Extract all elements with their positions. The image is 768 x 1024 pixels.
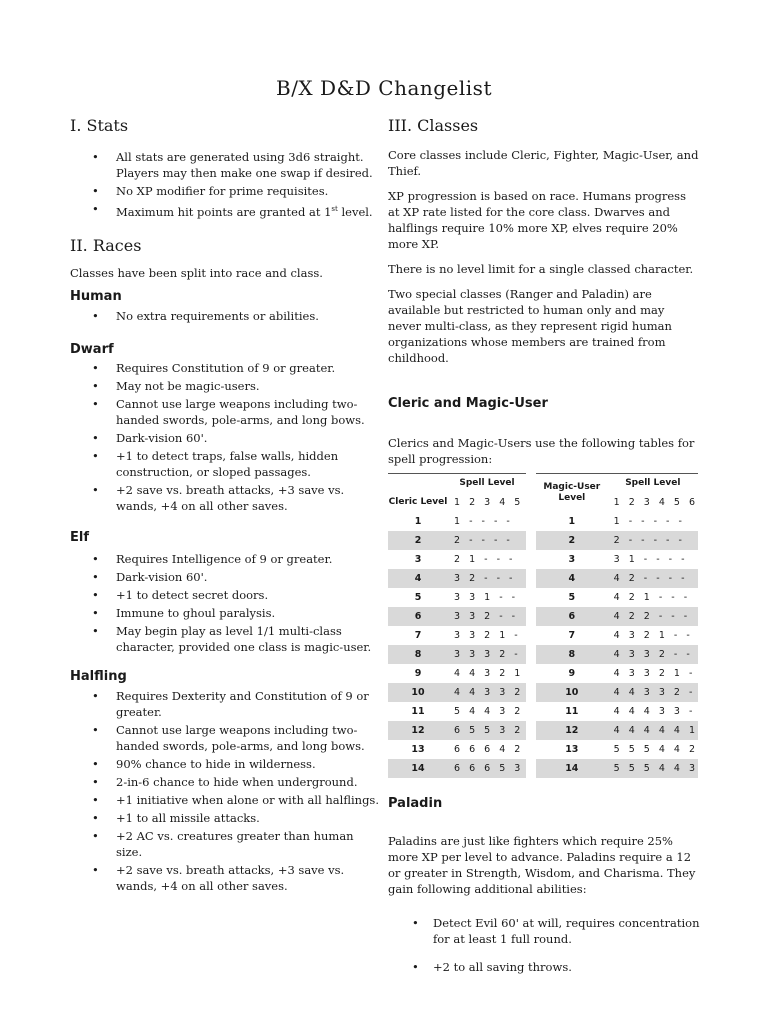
table-row xyxy=(536,588,698,607)
table-row xyxy=(536,569,698,588)
table-row xyxy=(388,512,526,531)
level-cell: 11 xyxy=(565,705,579,717)
table-row xyxy=(536,759,698,778)
slots-cell: 3 2 - - - xyxy=(448,569,526,588)
slots-cell: 3 3 1 - - xyxy=(454,591,519,603)
table-header-row xyxy=(536,474,698,493)
list-item: • May begin play as level 1/1 multi-class character, provided one class is magic-user. xyxy=(92,623,372,654)
list-item: • +2 save vs. breath attacks, +3 save vs. wands, +4 on all other saves. xyxy=(92,862,345,893)
dwarf-list xyxy=(70,360,382,514)
slots-cell: 4 4 4 3 3 - xyxy=(613,705,696,717)
table-row xyxy=(388,740,526,759)
table-row xyxy=(388,721,526,740)
table-row xyxy=(536,664,698,683)
level-cell: 1 xyxy=(414,515,422,527)
page-title: B/X D&D Changelist xyxy=(276,76,492,100)
slots-cell: 4 3 3 2 1 - xyxy=(613,667,696,679)
list-item: • May not be magic-users. xyxy=(92,378,260,393)
level-cell: 10 xyxy=(536,683,608,702)
table-row xyxy=(536,683,698,702)
level-cell: 6 xyxy=(536,607,608,626)
level-cell: 4 xyxy=(536,569,608,588)
right-column xyxy=(388,116,700,977)
list-item: • No extra requirements or abilities. xyxy=(92,308,319,323)
table-header-row xyxy=(388,474,526,493)
cleric-spell-table xyxy=(388,473,526,778)
slots-cell: 1 - - - - xyxy=(454,515,513,527)
level-cell: 9 xyxy=(414,667,422,679)
list-item: • Requires Dexterity and Constitution of 9 or greater. xyxy=(92,688,369,719)
magic-user-spell-table xyxy=(536,473,698,778)
slots-cell: 4 3 2 1 - - xyxy=(613,629,693,641)
list-item: • Dark-vision 60'. xyxy=(92,430,208,445)
list-item: • +1 initiative when alone or with all halflings. xyxy=(92,792,379,807)
level-cell: 2 xyxy=(536,531,608,550)
slots-cell: 3 3 2 1 - xyxy=(454,629,521,641)
stats-heading: I. Stats xyxy=(70,116,129,135)
table-row xyxy=(536,702,698,721)
races-heading: II. Races xyxy=(70,235,142,255)
table-row xyxy=(388,607,526,626)
table-row xyxy=(388,531,526,550)
slots-cell: 6 6 6 5 3 xyxy=(448,759,526,778)
paladin-list xyxy=(388,915,700,975)
level-cell: 5 xyxy=(568,591,576,603)
classes-paragraph: XP progression is based on race. Humans progress at XP rate listed for the core class. Dwarves and halflings require 10% more XP, elves require 20% more XP. xyxy=(388,189,686,251)
slots-cell: 2 - - - - xyxy=(448,531,526,550)
list-item: • +1 to all missile attacks. xyxy=(92,810,260,825)
elf-list xyxy=(70,551,382,655)
spell-columns-header: 1 2 3 4 5 xyxy=(454,496,524,508)
table-row xyxy=(388,664,526,683)
level-cell: 13 xyxy=(565,743,579,755)
level-cell: 1 xyxy=(568,515,576,527)
level-cell: 12 xyxy=(388,721,448,740)
table-row xyxy=(536,645,698,664)
list-item: • Immune to ghoul paralysis. xyxy=(92,605,276,620)
slots-cell: 6 6 6 4 2 xyxy=(454,743,524,755)
table-row xyxy=(388,702,526,721)
table-row xyxy=(536,721,698,740)
spell-level-header: Spell Level xyxy=(448,474,526,493)
list-item: • 2-in-6 chance to hide when underground. xyxy=(92,774,358,789)
table-row xyxy=(388,683,526,702)
list-item: • +1 to detect secret doors. xyxy=(92,587,269,602)
level-cell: 10 xyxy=(388,683,448,702)
cleric-mu-intro: Clerics and Magic-Users use the following tables for spell progression: xyxy=(388,436,695,466)
table-row xyxy=(388,588,526,607)
slots-cell: 4 3 3 2 - - xyxy=(608,645,698,664)
list-item: • Cannot use large weapons including two-handed swords, pole-arms, and long bows. xyxy=(92,722,365,753)
slots-cell: 4 2 - - - - xyxy=(608,569,698,588)
slots-cell: 6 5 5 3 2 xyxy=(448,721,526,740)
slots-cell: 3 3 2 - - xyxy=(448,607,526,626)
paladin-heading: Paladin xyxy=(388,795,443,811)
level-cell: 3 xyxy=(414,553,422,565)
human-heading: Human xyxy=(70,288,122,304)
list-item: • Requires Constitution of 9 or greater. xyxy=(92,360,336,375)
slots-cell: 4 2 1 - - - xyxy=(613,591,691,603)
level-cell: 4 xyxy=(388,569,448,588)
classes-paragraph: Two special classes (Ranger and Paladin) are available but restricted to human only and may never multi-class, as they represent rigid human organizations whose members are trained from childhood. xyxy=(388,287,672,365)
slots-cell: 4 2 2 - - - xyxy=(608,607,698,626)
slots-cell: 5 5 5 4 4 3 xyxy=(608,759,698,778)
left-column xyxy=(70,116,382,896)
level-cell: 11 xyxy=(411,705,425,717)
stats-list xyxy=(70,149,382,220)
table-row xyxy=(536,531,698,550)
list-item: • Requires Intelligence of 9 or greater. xyxy=(92,551,333,566)
slots-cell: 4 4 3 3 2 xyxy=(448,683,526,702)
races-intro: Classes have been split into race and class. xyxy=(70,265,323,280)
list-item: • +2 AC vs. creatures greater than human size. xyxy=(92,828,354,859)
classes-paragraph: Core classes include Cleric, Fighter, Magic-User, and Thief. xyxy=(388,148,699,178)
table-header-row xyxy=(388,493,526,512)
level-cell: 7 xyxy=(568,629,576,641)
level-cell: 2 xyxy=(388,531,448,550)
spell-tables xyxy=(388,473,700,778)
table-row xyxy=(536,626,698,645)
slots-cell: 5 5 5 4 4 2 xyxy=(613,743,698,755)
halfling-list xyxy=(70,688,382,894)
slots-cell: 1 - - - - - xyxy=(613,515,685,527)
list-item: • +2 to all saving throws. xyxy=(412,959,572,974)
table-row xyxy=(536,607,698,626)
list-item: • No XP modifier for prime requisites. xyxy=(92,184,329,198)
slots-cell: 4 4 4 4 4 1 xyxy=(608,721,698,740)
slots-cell: 3 1 - - - - xyxy=(613,553,688,565)
list-item: • +2 save vs. breath attacks, +3 save vs. wands, +4 on all other saves. xyxy=(92,482,345,513)
dwarf-heading: Dwarf xyxy=(70,341,114,357)
list-item: • Detect Evil 60' at will, requires concentration for at least 1 full round. xyxy=(412,915,700,946)
list-item: • 90% chance to hide in wilderness. xyxy=(92,756,316,771)
level-cell: 5 xyxy=(414,591,422,603)
classes-heading: III. Classes xyxy=(388,116,479,135)
table-row xyxy=(388,569,526,588)
level-cell: 8 xyxy=(388,645,448,664)
mu-level-header: Magic-User Level xyxy=(536,474,608,512)
elf-heading: Elf xyxy=(70,529,89,545)
slots-cell: 3 3 3 2 - xyxy=(448,645,526,664)
table-row xyxy=(388,550,526,569)
paladin-intro: Paladins are just like fighters which require 25% more XP per level to advance. Paladins require a 12 or greater in Strength, Wisdom, and Charisma. They gain following additional abilities: xyxy=(388,833,696,896)
level-cell: 13 xyxy=(411,743,425,755)
slots-cell: 2 1 - - - xyxy=(454,553,516,565)
halfling-heading: Halfling xyxy=(70,668,127,684)
slots-cell: 4 4 3 3 2 - xyxy=(608,683,698,702)
cleric-mu-heading: Cleric and Magic-User xyxy=(388,396,548,411)
level-cell: 6 xyxy=(388,607,448,626)
slots-cell: 2 - - - - - xyxy=(608,531,698,550)
level-cell: 9 xyxy=(568,667,576,679)
human-list xyxy=(70,308,382,324)
level-cell: 14 xyxy=(388,759,448,778)
list-item: • All stats are generated using 3d6 straight. Players may then make one swap if desired. xyxy=(92,150,373,180)
classes-paragraph: There is no level limit for a single classed character. xyxy=(388,262,694,276)
level-cell: 3 xyxy=(568,553,576,565)
slots-cell: 4 4 3 2 1 xyxy=(454,667,524,679)
cleric-level-header: Cleric Level xyxy=(388,497,448,507)
list-item: • Cannot use large weapons including two-handed swords, pole-arms, and long bows. xyxy=(92,396,365,427)
table-row xyxy=(536,550,698,569)
spell-columns-header: 1 2 3 4 5 6 xyxy=(613,496,698,508)
list-item: • Maximum hit points are granted at 1st level. xyxy=(92,202,373,219)
level-cell: 7 xyxy=(414,629,422,641)
level-cell: 8 xyxy=(536,645,608,664)
level-cell: 14 xyxy=(536,759,608,778)
table-row xyxy=(536,512,698,531)
table-row xyxy=(388,645,526,664)
spell-level-header: Spell Level xyxy=(608,474,698,493)
table-row xyxy=(388,759,526,778)
table-row xyxy=(536,740,698,759)
list-item: • +1 to detect traps, false walls, hidden construction, or sloped passages. xyxy=(92,448,339,479)
slots-cell: 5 4 4 3 2 xyxy=(454,705,524,717)
level-cell: 12 xyxy=(536,721,608,740)
table-row xyxy=(388,626,526,645)
list-item: • Dark-vision 60'. xyxy=(92,569,208,584)
